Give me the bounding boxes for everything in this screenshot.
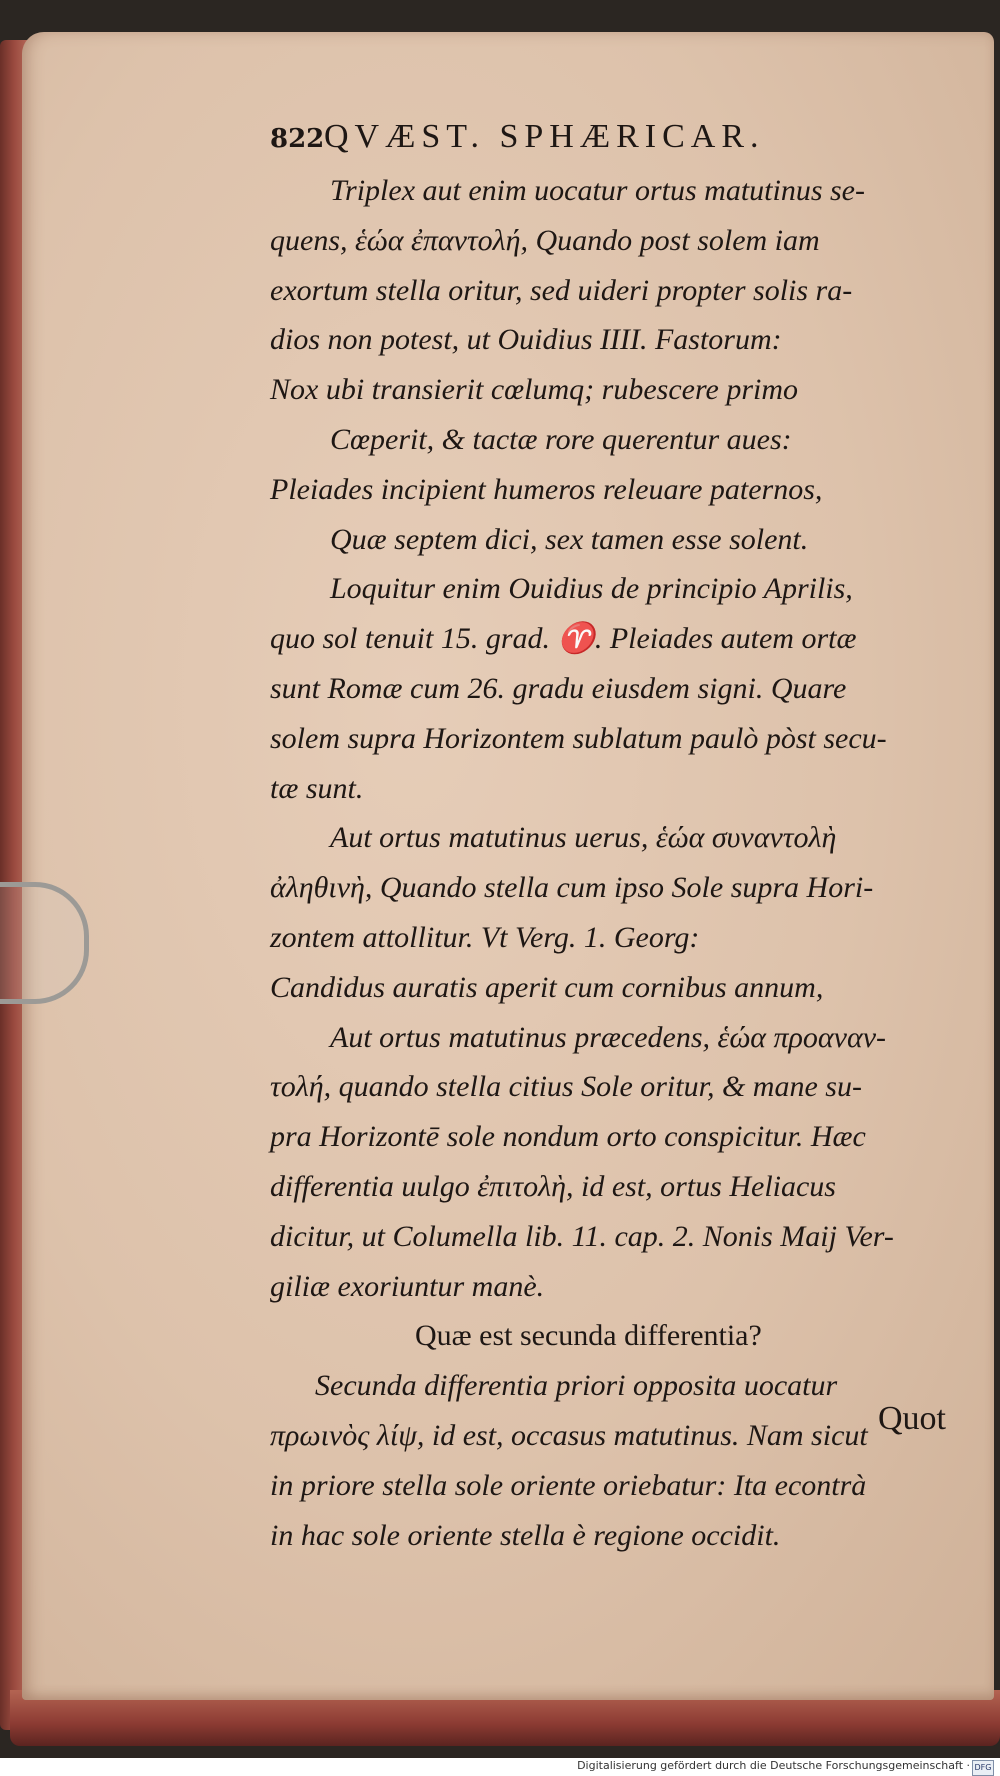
text-line: πρωινὸς λίψ, id est, occasus matutinus. Nam sicut (270, 1418, 868, 1452)
text-line: Nox ubi transierit cœlumq; rubescere primo (270, 373, 799, 407)
text-line: dicitur, ut Columella lib. 11. cap. 2. Nonis Maij Ver- (270, 1219, 894, 1253)
text-line: tæ sunt. (270, 771, 364, 805)
text-line: dios non potest, ut Ouidius IIII. Fastorum: (270, 323, 782, 357)
text-line: Triplex aut enim uocatur ortus matutinus se- (330, 174, 865, 207)
dfg-logo: DFG (972, 1760, 994, 1776)
text-line: Cœperit, & tactæ rore querentur aues: (330, 422, 792, 456)
text-line: quens, ἑώα ἐπαντολή, Quando post solem iam (270, 223, 820, 257)
text-line: sunt Romæ cum 26. gradu eiusdem signi. Quare (270, 671, 847, 705)
text-line: Aut ortus matutinus præcedens, ἑώα προαναν- (330, 1020, 887, 1054)
text-line: giliæ exoriuntur manè. (270, 1269, 545, 1303)
page-text (270, 118, 960, 1560)
footer-credit: Digitalisierung gefördert durch die Deutsche Forschungsgemeinschaft · (577, 1759, 970, 1772)
page-number: 822 (270, 124, 325, 154)
text-line: solem supra Horizontem sublatum paulò pòst secu- (270, 721, 887, 755)
text-line: Secunda differentia priori opposita uocatur (315, 1369, 838, 1403)
text-line: pra Horizontē sole nondum orto conspicitur. Hæc (270, 1120, 866, 1154)
text-line: ἀληθινὴ, Quando stella cum ipso Sole supra Hori- (270, 871, 874, 905)
page-header (270, 118, 960, 166)
text-line: Candidus auratis aperit cum cornibus annum, (270, 970, 824, 1004)
text-line: Quæ septem dici, sex tamen esse solent. (330, 522, 809, 556)
text-line: τολή, quando stella citius Sole oritur, & mane su- (270, 1070, 862, 1104)
text-line: in priore stella sole oriente oriebatur: Ita econtrà (270, 1468, 867, 1502)
section-question: Quæ est secunda differentia? (415, 1319, 762, 1353)
running-head: QVÆST. SPHÆRICAR. (324, 118, 765, 155)
text-line: in hac sole oriente stella è regione occidit. (270, 1518, 781, 1552)
text-line: Aut ortus matutinus uerus, ἑώα συναντολὴ (330, 821, 837, 855)
text-line: Pleiades incipient humeros releuare paternos, (270, 472, 823, 506)
text-line: zontem attollitur. Vt Verg. 1. Georg: (270, 920, 700, 954)
text-line: Loquitur enim Ouidius de principio Aprilis, (330, 572, 853, 606)
text-line: differentia uulgo ἐπιτολὴ, id est, ortus Heliacus (270, 1169, 836, 1203)
catchword: Quot (878, 1400, 946, 1437)
text-line: quo sol tenuit 15. grad. ♈. Pleiades autem ortæ (270, 622, 857, 656)
text-line: exortum stella oritur, sed uideri propter solis ra- (270, 273, 853, 307)
